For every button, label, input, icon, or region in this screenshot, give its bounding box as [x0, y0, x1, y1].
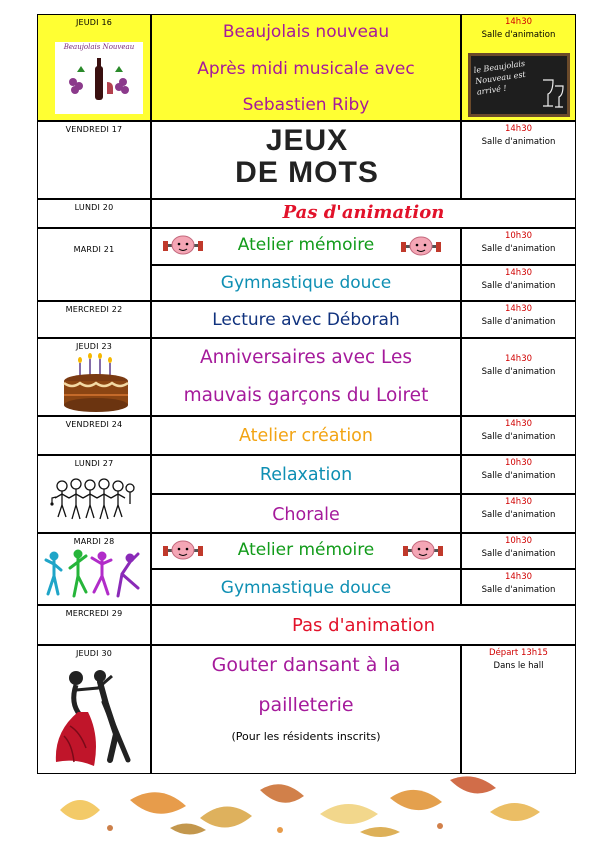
time-label: 14h30	[504, 17, 533, 27]
jeux-de-mots-logo	[177, 122, 437, 198]
day-cell-jeudi-16	[37, 14, 151, 121]
activity-line: pailleterie	[258, 694, 354, 716]
activity-cell-anniversaires	[151, 338, 461, 416]
place-label: Salle d'animation	[481, 585, 556, 595]
day-cell-vendredi-24	[37, 416, 151, 455]
time-label: 10h30	[504, 458, 533, 468]
day-cell-mercredi-29	[37, 605, 151, 645]
activity-cell-atelier-memoire-28	[151, 533, 461, 569]
day-cell-mardi-28	[37, 533, 151, 605]
activity-label: Chorale	[272, 505, 340, 525]
day-cell-lundi-27	[37, 455, 151, 533]
place-label: Salle d'animation	[481, 30, 556, 40]
time-label: 10h30	[504, 231, 533, 241]
activity-cell-chorale	[151, 494, 461, 533]
activity-line: Beaujolais nouveau	[222, 22, 390, 42]
activity-cell-beaujolais	[151, 14, 461, 121]
day-label: MERCREDI 22	[65, 305, 123, 314]
time-cell-jeudi-30	[461, 645, 576, 774]
time-cell-jeudi-16	[461, 14, 576, 121]
day-cell-jeudi-23	[37, 338, 151, 416]
day-cell-mardi-21	[37, 228, 151, 301]
day-label: MARDI 28	[73, 537, 115, 546]
time-label: 14h30	[504, 124, 533, 134]
day-label: JEUDI 23	[75, 342, 113, 351]
day-cell-lundi-20	[37, 199, 151, 228]
place-label: Salle d'animation	[481, 281, 556, 291]
place-label: Salle d'animation	[481, 510, 556, 520]
day-label: VENDREDI 24	[65, 420, 123, 429]
activity-line: Gouter dansant à la	[211, 654, 401, 676]
time-cell-lundi-27-am	[461, 455, 576, 494]
day-cell-mercredi-22	[37, 301, 151, 338]
brain-dumbbell-icon	[402, 538, 444, 564]
activity-label: Gymnastique douce	[220, 578, 392, 598]
place-label: Dans le hall	[493, 661, 544, 671]
time-cell-mardi-28-pm	[461, 569, 576, 605]
logo-line-1: JEUX	[265, 124, 349, 157]
activity-line: Sebastien Riby	[242, 95, 370, 115]
time-label: 14h30	[504, 419, 533, 429]
brain-dumbbell-icon	[162, 538, 204, 564]
activity-cell-jeux-de-mots	[151, 121, 461, 199]
activity-note: (Pour les résidents inscrits)	[231, 730, 381, 743]
activity-cell-lundi-20	[151, 199, 576, 228]
birthday-cake-icon	[58, 353, 134, 413]
activity-line: Après midi musicale avec	[197, 59, 415, 79]
brain-dumbbell-icon	[400, 234, 442, 260]
brain-dumbbell-icon	[162, 233, 204, 259]
activity-cell-gym-douce-28	[151, 569, 461, 605]
place-label: Salle d'animation	[481, 367, 556, 377]
time-label: 14h30	[504, 268, 533, 278]
time-label: 14h30	[504, 572, 533, 582]
time-cell-mardi-21-pm	[461, 265, 576, 301]
dancing-couple-icon	[50, 666, 140, 770]
choir-icon	[50, 476, 140, 526]
day-label: JEUDI 16	[75, 18, 113, 27]
activity-label: Pas d'animation	[282, 202, 445, 223]
place-label: Salle d'animation	[481, 549, 556, 559]
day-label: LUNDI 20	[74, 203, 114, 212]
dancers-icon	[44, 548, 148, 604]
day-label: JEUDI 30	[75, 649, 113, 658]
activity-label: Atelier mémoire	[237, 235, 375, 255]
activity-line: Anniversaires avec Les	[199, 347, 413, 368]
time-label: Départ 13h15	[489, 648, 548, 658]
autumn-leaves-decoration	[20, 770, 586, 840]
day-label: VENDREDI 17	[65, 125, 123, 134]
chalkboard-text: le Beaujolais Nouveau est arrivé !	[473, 58, 527, 97]
activity-label: Atelier mémoire	[237, 540, 375, 560]
activity-label: Pas d'animation	[291, 615, 436, 636]
time-cell-vendredi-17	[461, 121, 576, 199]
day-cell-vendredi-17	[37, 121, 151, 199]
time-cell-vendredi-24	[461, 416, 576, 455]
activity-cell-lecture	[151, 301, 461, 338]
logo-text: Beaujolais Nouveau	[63, 43, 135, 51]
time-cell-lundi-27-pm	[461, 494, 576, 533]
time-cell-mardi-28-am	[461, 533, 576, 569]
activity-label: Atelier création	[239, 426, 373, 446]
activity-cell-mercredi-29	[151, 605, 576, 645]
chalkboard-icon	[468, 53, 570, 117]
activity-cell-gouter-dansant	[151, 645, 461, 774]
activity-cell-atelier-creation	[151, 416, 461, 455]
day-cell-jeudi-30	[37, 645, 151, 774]
activity-cell-atelier-memoire-21	[151, 228, 461, 265]
day-label: MARDI 21	[73, 245, 115, 254]
logo-line-2: DE MOTS	[235, 156, 379, 189]
time-cell-mardi-21-am	[461, 228, 576, 265]
day-label: MERCREDI 29	[65, 609, 123, 618]
time-label: 14h30	[504, 304, 533, 314]
activity-cell-relaxation	[151, 455, 461, 494]
time-cell-mercredi-22	[461, 301, 576, 338]
place-label: Salle d'animation	[481, 317, 556, 327]
activity-label: Gymnastique douce	[220, 273, 392, 293]
time-cell-jeudi-23	[461, 338, 576, 416]
activity-label: Relaxation	[259, 465, 353, 485]
day-label: LUNDI 27	[74, 459, 114, 468]
beaujolais-logo-icon	[55, 42, 143, 114]
time-label: 14h30	[504, 497, 533, 507]
place-label: Salle d'animation	[481, 432, 556, 442]
activity-line: mauvais garçons du Loiret	[183, 385, 429, 406]
time-label: 14h30	[504, 354, 533, 364]
place-label: Salle d'animation	[481, 244, 556, 254]
place-label: Salle d'animation	[481, 137, 556, 147]
activity-label: Lecture avec Déborah	[212, 310, 400, 330]
activity-cell-gym-douce-21	[151, 265, 461, 301]
place-label: Salle d'animation	[481, 471, 556, 481]
time-label: 10h30	[504, 536, 533, 546]
